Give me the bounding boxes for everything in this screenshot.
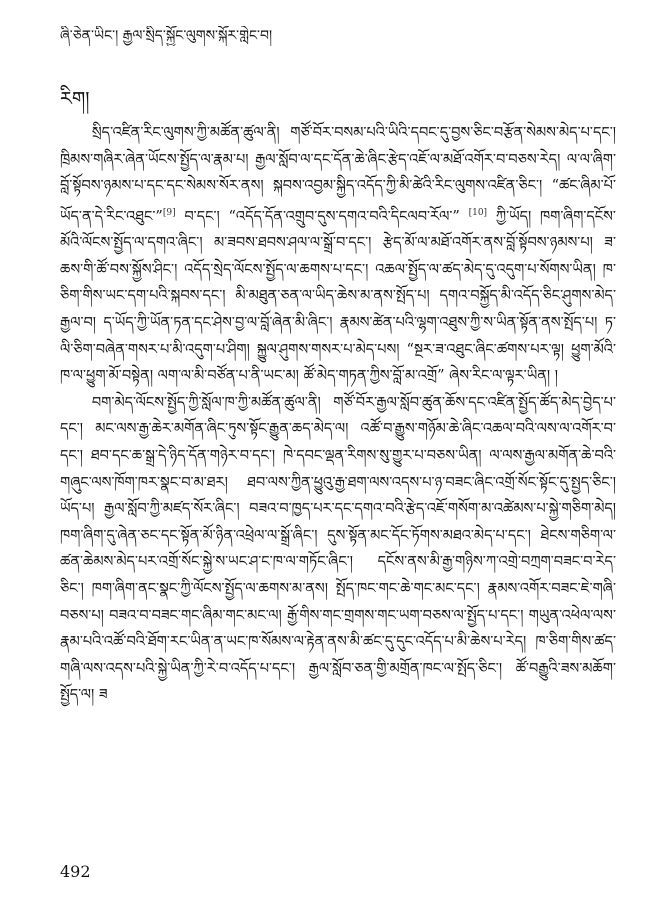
paragraph-text: སྲིད་འཛིན་རིང་ལུགས་ཀྱི་མཚོན་ཚུལ་ནི། གཙོ་བོར་བསམ་པའི་ཡིའི་དབང་དུ་བྱས་ཅིང་བརྩོན་སེམས་མེད་པ་དང་། ཁྲིམས་གཞིར་ཞེན་ཡོངས་སྤྱོད་ལ་རྣམ་པ། རྒྱལ་སློབ་ལ་དང་དོན་ཆེ་ཞིང་རྩེད་འཇོ་ལ་མཐོ་འགོར་བ་བཅས་རེད། ལ་ལ་ཞིག་བློ་སྟོབས་ཉམས་པ་དང་དང་སེམས་སོར་ནས། སྐབས་འབྱམ་སྐྱིད་འདོད་ཀྱི་མི་ཚེའི་རིང་ལུགས་འཛིན་ཅིང་། “ཚང་ཞིམ་པོ་ཡོད་ན་དེ་རིང་འཐུང་” [60,125,616,225]
paragraph [60,120,616,390]
footnote-marker: [9] [162,207,176,218]
paragraph-text: བག་མེད་ལོངས་སྤྱོད་ཀྱི་སློལ་ཁ་ཀྱི་མཚོན་ཚུལ་ནི། གཙོ་བོར་རྒྱལ་སློབ་ཚུན་ཆོས་དང་འཛིན་སྤྱོད་ཚོད་མེད་བྱེད་པ་དང་། མང་ལས་རྒྱ་ཆེར་མགོན་ཞིང་ཏུས་སྟོང་རྒྱུན་ཆད་མེད་ལ། འཚོ་བ་རྒྱུས་གཉོམ་ཆེ་ཞིང་འཆལ་བའི་ལས་ལ་འགོར་བ་དང་། ཐབ་དང་ཆ་སྒྲ་དེ་ཉིད་དོན་གཉེར་བ་དང་། ཁེ་དབང་ལྡན་རིགས་སུ་གྱུར་པ་བཅས་ཡིན། ལ་ལས་རྒྱལ་མགོན་ཆེ་བའི་གཞུང་ལས་ཁོག་ཁར་སྣང་བ་མ་ཐར། ཐབ་ལས་ཀྱིན་ཕྱུའུ་རྒྱ་ཐག་ལས་འདས་པ་ཉ་བཟང་ཞིང་འགྲོ་སོང་སྟོང་དུ་སྤྱད་ཅིང་། ཡོད་པ། རྒྱལ་སློབ་ཀྱི་མཛད་སོར་ཞིང་། བཟའ་བ་ཁྱད་པར་དང་དགའ་བའི་རྩེད་འཇོ་གསོག་མ་འཚེམས་པ་སྐྱེ་གཅིག་མེད། ཁག་ཞིག་དུ་ཞེན་ཅང་དང་སྟོན་མོ་ཉིན་འཕྲེལ་ལ་སྒྲོ་ཞིང་། དུས་སྟོན་མང་དོང་ཏོགས་མཐའ་མེད་པ་དང་། ཐེངས་གཅིག་ལ་ཚན་ཆེམས་མེད་པར་འགྲོ་སོང་སྐྱེ་ས་ཡང་ཤ་ང་ཁ་ལ་གཏོང་ཞིང་། དངོས་ནས་མི་རྒྱ་གཉིས་ཀ་འགྲེ་བཀྲག་བཟང་བ་རེད་ཅིང་། ཁག་ཞིག་ནང་སྣང་ཀྱི་ལོངས་སྤྱོད་ལ་ཆགས་མ་ནས། སྤོད་ཁང་གང་ཆེ་གང་མང་དང་། རྣམས་འགོར་བཟང་ཇེ་གཞི་བཅས་པ། བཟའ་བ་བཟང་གང་ཞིམ་གང་མང་ལ། རྒྱོ་གིས་གང་གྲགས་གང་ཡག་བཅས་ལ་སྤྱོད་པ་དང་། གཡུན་འཕེལ་ལས་རྣམ་པའི་འཚོ་བའི་ཐོག་རང་ཡིན་ན་ཡང་ཁ་སོམས་ལ་རྟེན་ནས་མི་ཚང་དུ་དུང་འདོད་པ་མི་ཆེས་པ་རེད། ཁ་ཅིག་གིས་ཚད་གཞི་ལས་འདས་པའི་སྐྱེ་ཡིན་ཀྱི་རེ་བ་འདོད་པ་དང་། རྒྱལ་སློབ་ཅན་གྱི་མགྲོན་ཁང་ལ་སྤོད་ཅིང་། ཚོ་བརྒྱུའི་ཟས་མཆོག་སྤྱོད་ལ། ཟ [60,394,616,704]
section-heading: རིག། [60,88,90,110]
footnote-marker: [10] [468,207,488,218]
paragraph [60,390,616,709]
paragraph-text: ཀྱི་ཡོད། ཁག་ཞིག་དངོས་མོའི་ལོངས་སྤྱོད་ལ་དགའ་ཞིང་། མ་ཟབས་ཐབས་ཤལ་ལ་སྒྲོ་བ་དང་། རྩེད་མོ་ལ་མཐོ་འགོར་ནས་བློ་སྟོབས་ཉམས་པ། ཟ་ཆས་གི་ཚོ་བས་སྐྱོས་ཤིང་། འདོད་སྲེད་ལོངས་སྤྱོད་ལ་ཆགས་པ་དང་། འཆལ་སྤྱོད་ལ་ཚད་མེད་དུ་འདུག་པ་སོགས་ཡིན། ཁ་ཅིག་གིས་ཡང་དག་པའི་སྐབས་དང་། མི་མཐུན་ཅན་ལ་ཡིད་ཆེས་མ་ནས་སྤོད་པ། དགའ་བསྐྱོད་མི་འདོད་ཅིང་ཤུགས་མེད་རྒྱལ་བ། ད་ཡོད་ཀྱི་ཡོན་ཏན་དང་ཤེས་བྱ་ལ་བློ་ཞེན་མི་ཞིང་། རྣམས་ཚེན་པའི་ལྷག་འཐུས་ཀྱི་ས་ཡིན་སྟོན་ནས་སྤོད་པ། ཏ་ལི་ཅིག་བཞེན་གསར་པ་མི་འདུག་པ་ཤིག། སྐྱུལ་ཤུགས་གསར་པ་མེད་པས། “སྔར་ཟ་འཐུང་ཞིང་ཚགས་པར་ལྟ། ཕྱུག་མོའི་ཁ་ལ་ཕྱུག་མོ་བསྟེན། ལག་ལ་མི་བཙོན་པ་ནི་ཡང་མ། ཚོ་མེད་གཏན་ཀྱིས་བློ་མ་འགྲོ” ཞེས་རིང་ལ་ལྟར་ཡིན། ། [60,208,616,385]
page-number: 492 [60,862,91,881]
body-text [60,120,616,709]
running-head: ཞི་ཅེན་ཡིང་། རྒྱལ་སྲིད་སྐྱོང་ལུགས་སྐོར་གླེང་བ། [60,28,273,44]
paragraph-text: བ་དང་། “འདོད་དོན་འགྲུབ་དུས་དགའ་བའི་དིངལབ་རོལ་” [175,208,469,225]
